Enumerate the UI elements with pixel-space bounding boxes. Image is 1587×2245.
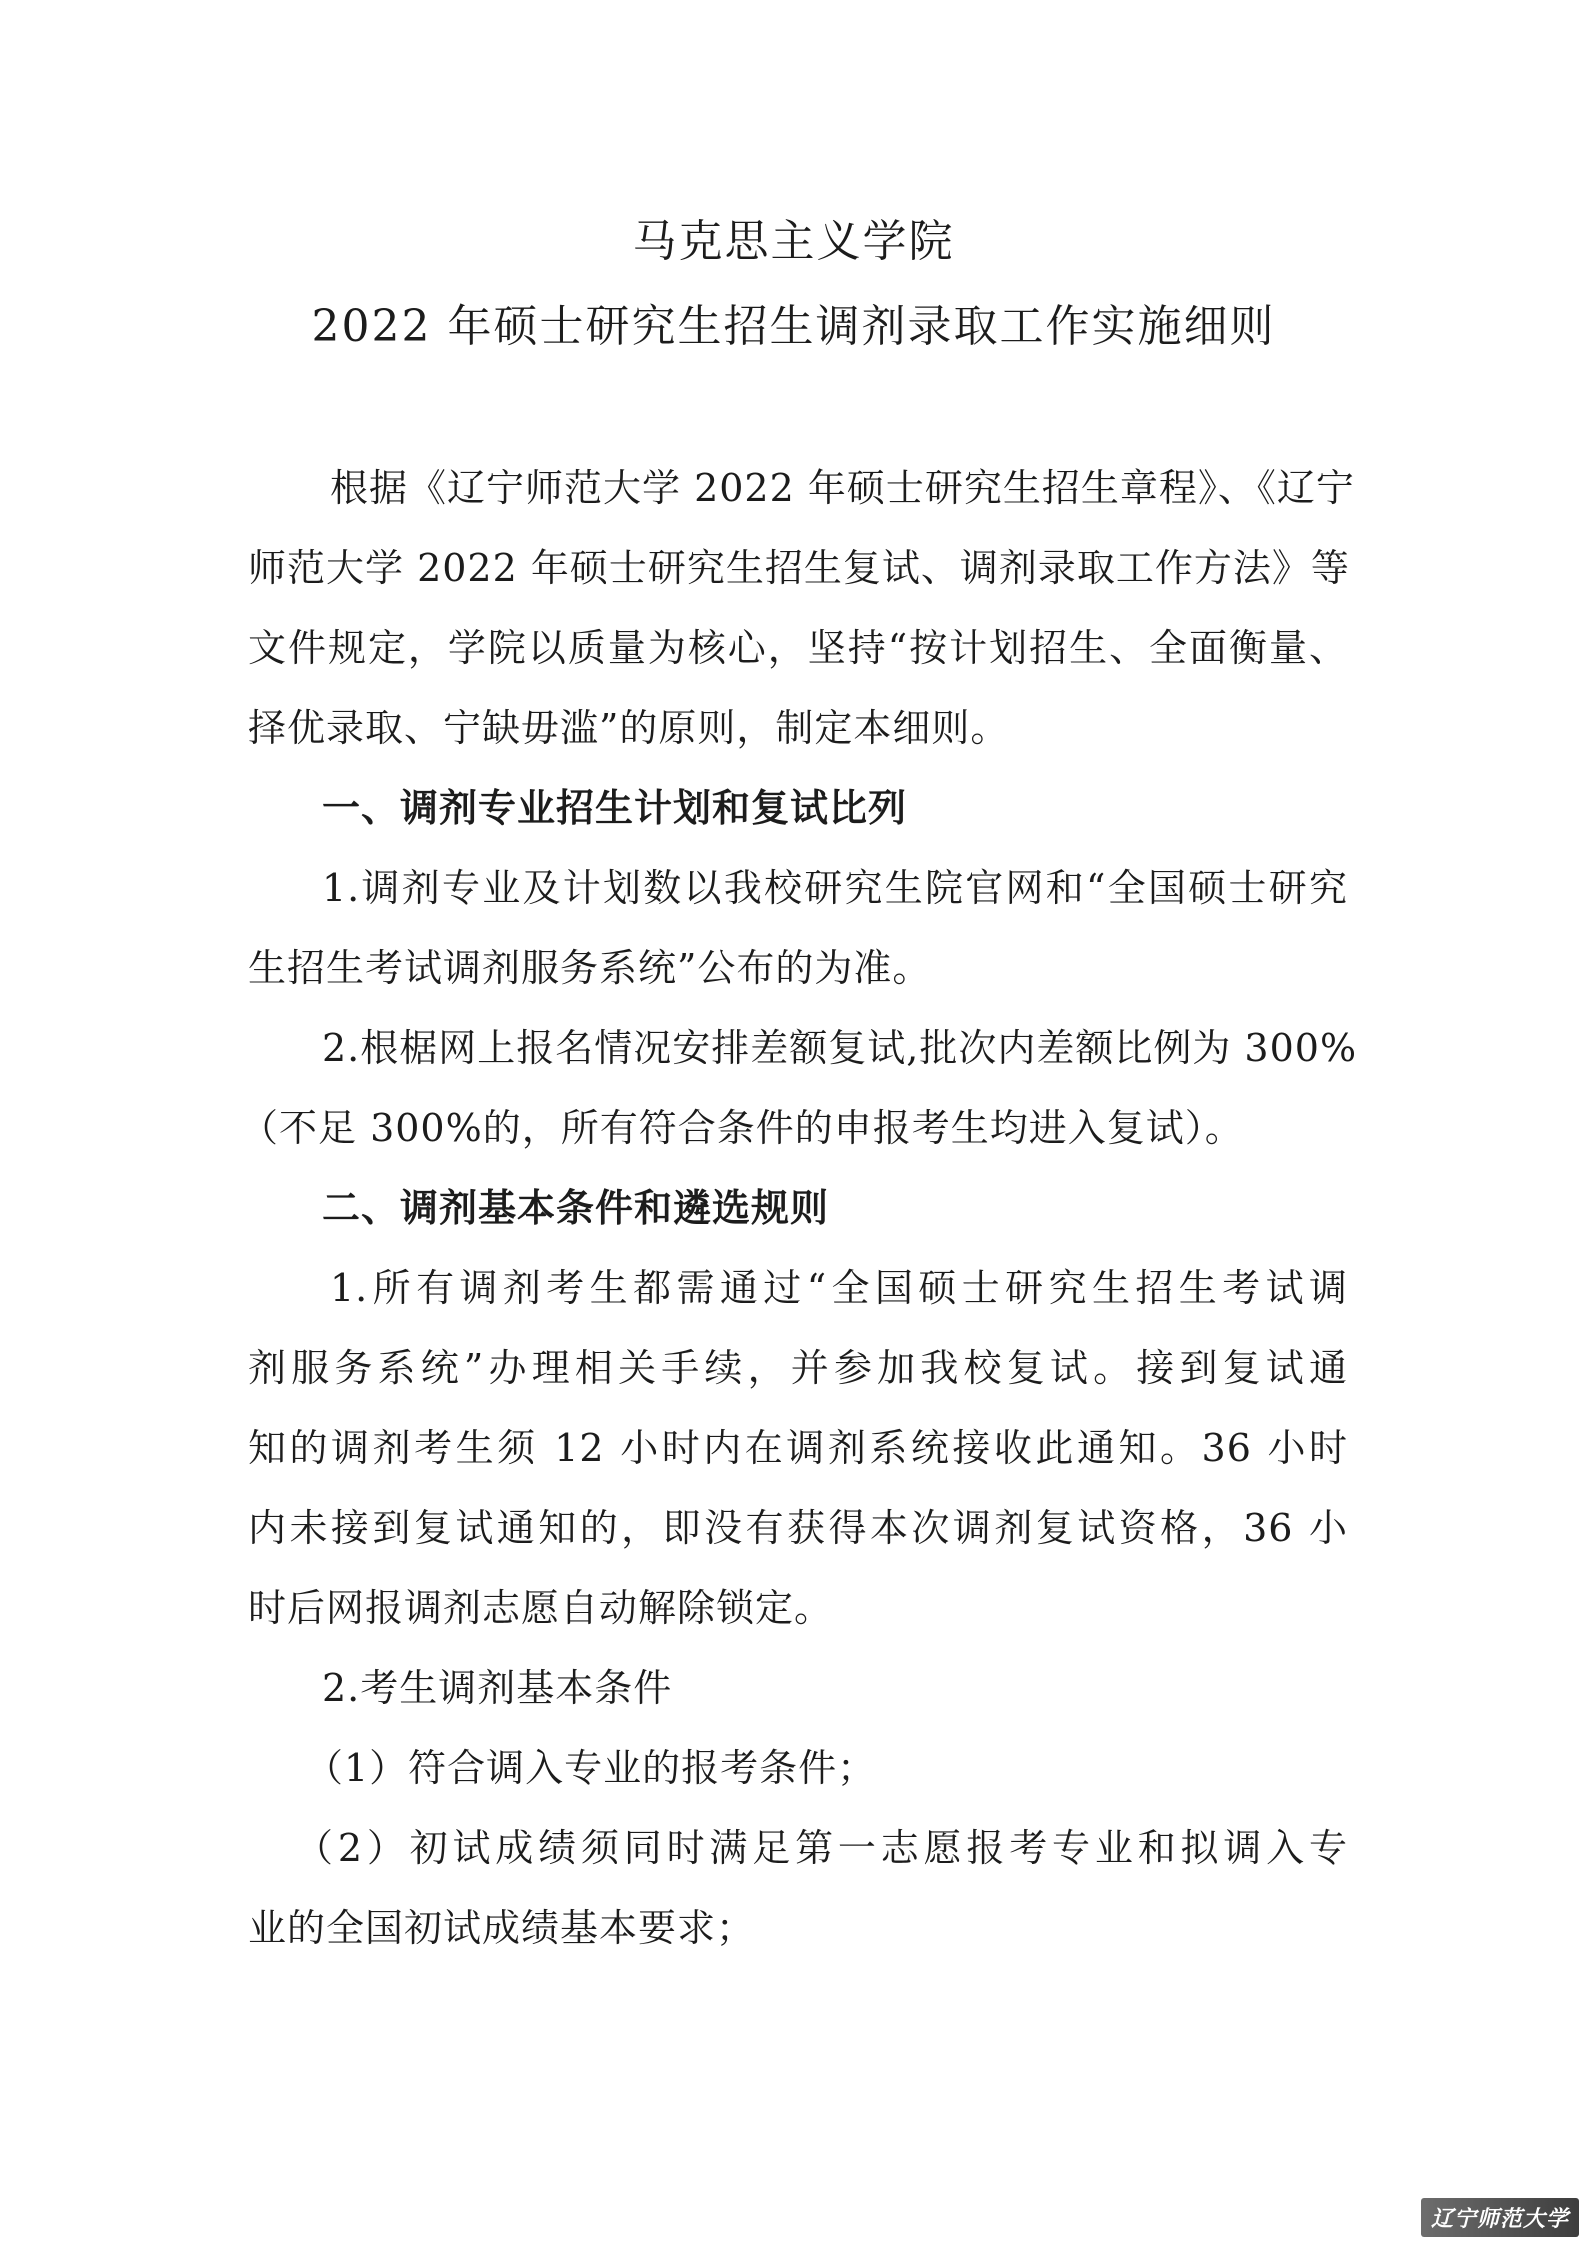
paragraph-line: 剂服务系统”办理相关手续，并参加我校复试。接到复试通 xyxy=(248,1346,1348,1390)
paragraph-line: 1.所有调剂考生都需通过“全国硕士研究生招生考试调 xyxy=(330,1266,1348,1310)
paragraph-line: 择优录取、宁缺毋滥”的原则，制定本细则。 xyxy=(248,706,1010,750)
paragraph-line: 生招生考试调剂服务系统”公布的为准。 xyxy=(248,946,932,990)
section-heading: 一、调剂专业招生计划和复试比列 xyxy=(322,785,908,830)
paragraph-line: 2.考生调剂基本条件 xyxy=(322,1666,673,1710)
document-title-college: 马克思主义学院 xyxy=(632,216,955,267)
paragraph-line: 时后网报调剂志愿自动解除锁定。 xyxy=(248,1586,834,1630)
paragraph-line: 师范大学 2022 年硕士研究生招生复试、调剂录取工作方法》等 xyxy=(248,546,1350,590)
paragraph-line: （不足 300%的，所有符合条件的申报考生均进入复试）。 xyxy=(240,1106,1244,1150)
paragraph-line: 1.调剂专业及计划数以我校研究生院官网和“全国硕士研究 xyxy=(322,866,1348,910)
section-heading: 二、调剂基本条件和遴选规则 xyxy=(322,1185,830,1230)
paragraph-line: 业的全国初试成绩基本要求； xyxy=(248,1906,756,1950)
paragraph-line: 2.根椐网上报名情况安排差额复试,批次内差额比例为 300% xyxy=(322,1026,1358,1070)
paragraph-line: 根据《辽宁师范大学 2022 年硕士研究生招生章程》、《辽宁 xyxy=(330,466,1355,510)
list-item: （1）符合调入专业的报考条件； xyxy=(305,1746,877,1790)
document-title-main: 2022 年硕士研究生招生调剂录取工作实施细则 xyxy=(311,301,1276,352)
paragraph-line: 内未接到复试通知的，即没有获得本次调剂复试资格，36 小 xyxy=(248,1506,1348,1550)
paragraph-line: 文件规定，学院以质量为核心，坚持“按计划招生、全面衡量、 xyxy=(248,626,1348,670)
university-watermark: 辽宁师范大学 xyxy=(1421,2198,1579,2237)
paragraph-line: 知的调剂考生须 12 小时内在调剂系统接收此通知。36 小时 xyxy=(248,1426,1348,1470)
list-item: （2）初试成绩须同时满足第一志愿报考专业和拟调入专 xyxy=(295,1826,1348,1870)
